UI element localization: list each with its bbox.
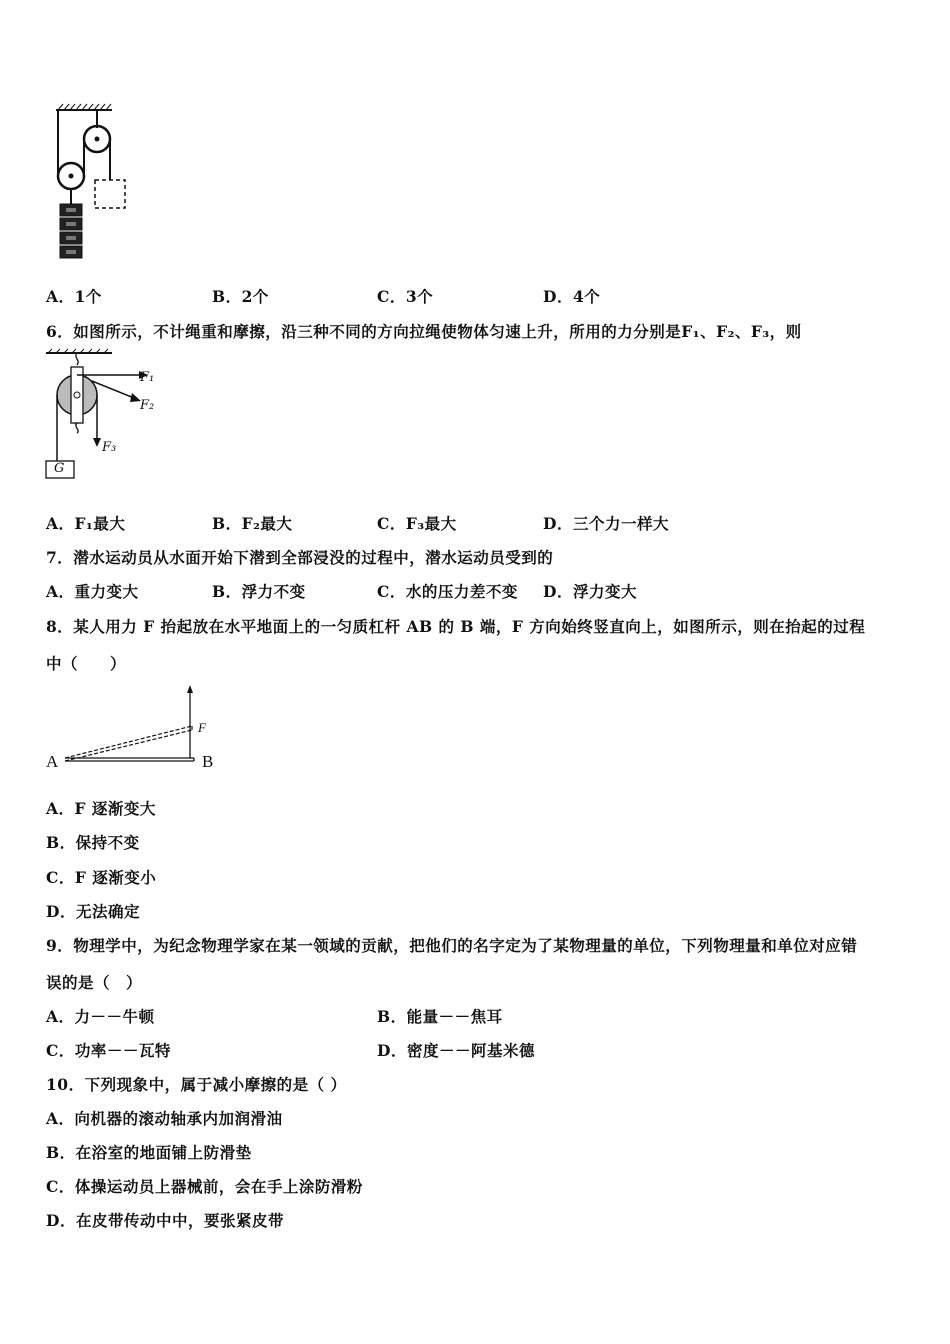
- q9-option-c[interactable]: C．功率－－瓦特: [46, 1041, 171, 1060]
- q7-stem: 7．潜水运动员从水面开始下潜到全部浸没的过程中，潜水运动员受到的: [46, 548, 554, 567]
- q8-option-d[interactable]: D．无法确定: [46, 902, 140, 921]
- q5-option-c[interactable]: C．3个: [377, 287, 434, 306]
- q8-option-b[interactable]: B．保持不变: [46, 833, 140, 852]
- q6-stem: 6．如图所示，不计绳重和摩擦，沿三种不同的方向拉绳使物体匀速上升，所用的力分别是F₁、F₂、F₃，则: [46, 322, 802, 341]
- label-b: B: [202, 752, 214, 771]
- q7-option-a[interactable]: A．重力变大: [46, 582, 139, 601]
- q5-option-b[interactable]: B．2个: [212, 287, 269, 306]
- q9-option-b[interactable]: B．能量－－焦耳: [377, 1007, 503, 1026]
- q9-option-d[interactable]: D．密度－－阿基米德: [377, 1041, 535, 1060]
- q5-option-d[interactable]: D．4个: [543, 287, 601, 306]
- q6-option-d[interactable]: D．三个力一样大: [543, 514, 669, 533]
- q6-figure: [44, 348, 174, 483]
- label-a: A: [46, 752, 59, 771]
- q8-option-a[interactable]: A．F 逐渐变大: [46, 799, 156, 818]
- q7-option-c[interactable]: C．水的压力差不变: [377, 582, 518, 601]
- pulley-system-figure: [50, 100, 140, 270]
- q5-option-a[interactable]: A．1个: [46, 287, 102, 306]
- q10-option-c[interactable]: C．体操运动员上器械前，会在手上涂防滑粉: [46, 1177, 363, 1196]
- label-f1: F₁: [140, 370, 155, 385]
- q9-stem-line1: 9．物理学中，为纪念物理学家在某一领域的贡献，把他们的名字定为了某物理量的单位，下列物理量和单位对应错: [46, 936, 858, 955]
- q8-stem-line1: 8．某人用力 F 抬起放在水平地面上的一匀质杠杆 AB 的 B 端，F 方向始终竖直向上，如图所示，则在抬起的过程: [46, 617, 866, 636]
- q10-option-d[interactable]: D．在皮带传动中中，要张紧皮带: [46, 1211, 284, 1230]
- q7-option-b[interactable]: B．浮力不变: [212, 582, 306, 601]
- q6-option-c[interactable]: C．F₃最大: [377, 514, 457, 533]
- q9-option-a[interactable]: A．力－－牛顿: [46, 1007, 155, 1026]
- lever-figure: [44, 684, 224, 776]
- q8-option-c[interactable]: C．F 逐渐变小: [46, 868, 157, 887]
- q6-option-a[interactable]: A．F₁最大: [46, 514, 126, 533]
- q6-option-b[interactable]: B．F₂最大: [212, 514, 293, 533]
- label-f2: F₂: [140, 398, 155, 413]
- q10-option-b[interactable]: B．在浴室的地面铺上防滑垫: [46, 1143, 252, 1162]
- q10-stem: 10．下列现象中，属于减小摩擦的是（ ）: [46, 1075, 347, 1094]
- q7-option-d[interactable]: D．浮力变大: [543, 582, 637, 601]
- q10-option-a[interactable]: A．向机器的滚动轴承内加润滑油: [46, 1109, 283, 1128]
- q9-stem-line2: 误的是（ ）: [46, 973, 143, 992]
- label-f3: F₃: [102, 440, 117, 455]
- label-g: G: [54, 461, 65, 476]
- label-f: F: [198, 720, 206, 735]
- q8-stem-line2: 中（ ）: [46, 654, 127, 673]
- lever-diagram: [44, 684, 224, 776]
